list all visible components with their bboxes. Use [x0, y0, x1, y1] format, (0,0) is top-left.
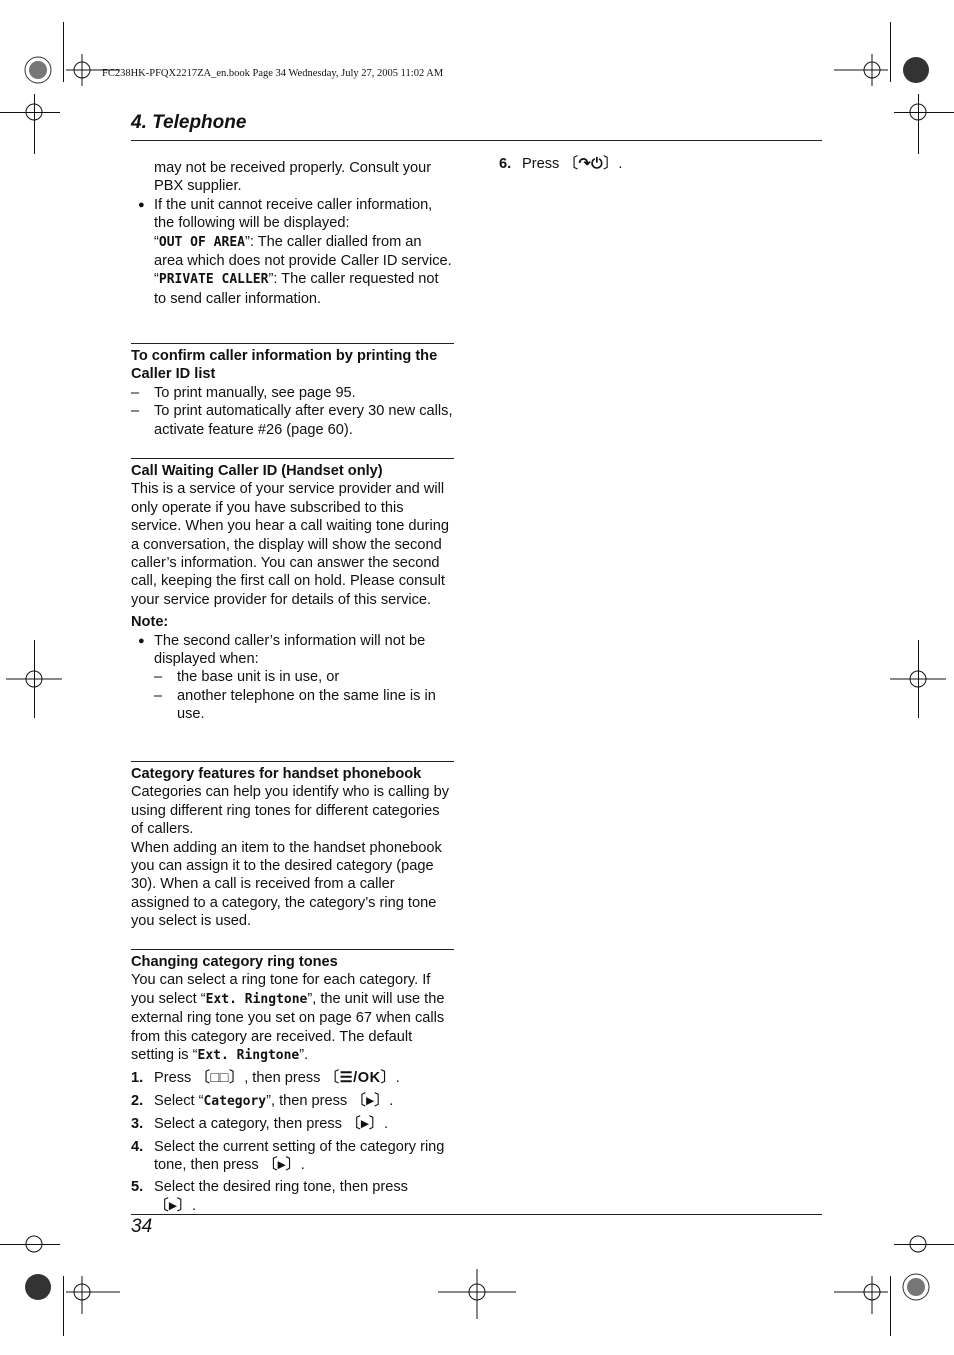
paragraph: may not be received properly. Consult your PBX supplier. — [154, 160, 432, 195]
menu-ok-key-icon: 〔☰/OK〕 — [324, 1070, 396, 1087]
list-item: – the base unit is in use, or — [154, 669, 340, 686]
section-heading: Category features for handset phonebook — [131, 766, 422, 782]
paragraph: When adding an item to the handset phonebook you can assign it to the desired category (page 30). When a call is received from a caller assigned to a category, the category’s ring tone you select is used. — [131, 839, 442, 930]
display-code: PRIVATE CALLER — [158, 272, 269, 288]
bullet-icon: ● — [138, 198, 145, 211]
category-section — [131, 761, 454, 931]
list-item — [131, 196, 454, 233]
display-code: Ext. Ringtone — [197, 1048, 300, 1064]
right-key-icon: 〔▸〕 — [345, 1116, 384, 1133]
bullet-icon: ● — [138, 634, 145, 647]
section-heading: To confirm caller information by printing the Caller ID list — [131, 348, 438, 383]
list-item: – To print automatically after every 30 new calls, activate feature #26 (page 60). — [131, 403, 453, 438]
display-message: “OUT OF AREA”: The caller dialled from an area which does not provide Caller ID service. — [154, 233, 452, 270]
step: 1. Press 〔□□〕, then press 〔☰/OK〕. — [131, 1070, 400, 1087]
step: 6. Press 〔↷⏻〕. — [499, 156, 623, 172]
right-key-icon: 〔▸〕 — [262, 1157, 301, 1174]
paragraph: If the unit cannot receive caller information, the following will be displayed: — [154, 196, 433, 232]
display-code: Ext. Ringtone — [205, 991, 308, 1007]
right-key-icon: 〔▸〕 — [351, 1092, 390, 1109]
header-rule — [131, 140, 822, 141]
section-heading: Changing category ring tones — [131, 954, 338, 970]
step: 3. Select a category, then press 〔▸〕. — [131, 1116, 389, 1133]
paragraph: You can select a ring tone for each category. If you select “Ext. Ringtone”, the unit will use the external ring tone you set on page 67 when calls from this category are received. The default setting is “Ext. Ringtone”. — [131, 972, 445, 1064]
section-heading: Call Waiting Caller ID (Handset only) — [131, 463, 383, 479]
ring-tone-section — [131, 949, 454, 1215]
call-waiting-section — [131, 458, 454, 724]
display-code: Category — [203, 1093, 267, 1109]
step: 4. Select the current setting of the category ring tone, then press 〔▸〕. — [131, 1138, 445, 1174]
display-message: “PRIVATE CALLER”: The caller requested not to send caller information. — [154, 271, 439, 307]
file-info: FC238HK-PFQX2217ZA_en.book Page 34 Wednesday, July 27, 2005 11:02 AM — [102, 68, 444, 79]
footer-rule — [131, 1214, 822, 1215]
step: 2. Select “Category”, then press 〔▸〕. — [131, 1092, 394, 1109]
right-key-icon: 〔▸〕 — [154, 1197, 193, 1214]
list-item: – another telephone on the same line is in use. — [154, 687, 436, 723]
paragraph: Categories can help you identify who is calling by using different ring tones for different categories of callers. — [131, 784, 449, 838]
phonebook-key-icon: 〔□□〕 — [195, 1070, 245, 1087]
paragraph: This is a service of your service provider and will only operate if you have subscribed to this service. When you hear a call waiting tone during a conversation, the display will show the second caller’s information. You can answer the second call, keeping the first call on hold. Please consult your service provider for details of this service. — [131, 481, 449, 608]
list-item: ● The second caller’s information will not be displayed when: — [138, 632, 426, 668]
display-code: OUT OF AREA — [158, 234, 245, 250]
page-number: 34 — [131, 1216, 153, 1237]
list-item: – To print manually, see page 95. — [131, 384, 356, 401]
confirm-section — [131, 343, 454, 439]
step: 5. Select the desired ring tone, then press 〔▸〕. — [131, 1179, 408, 1214]
section-title: 4. Telephone — [131, 112, 247, 133]
caller-id-continuation — [131, 159, 454, 308]
off-key-icon: 〔↷⏻〕 — [563, 156, 619, 172]
note-label: Note: — [131, 614, 169, 631]
